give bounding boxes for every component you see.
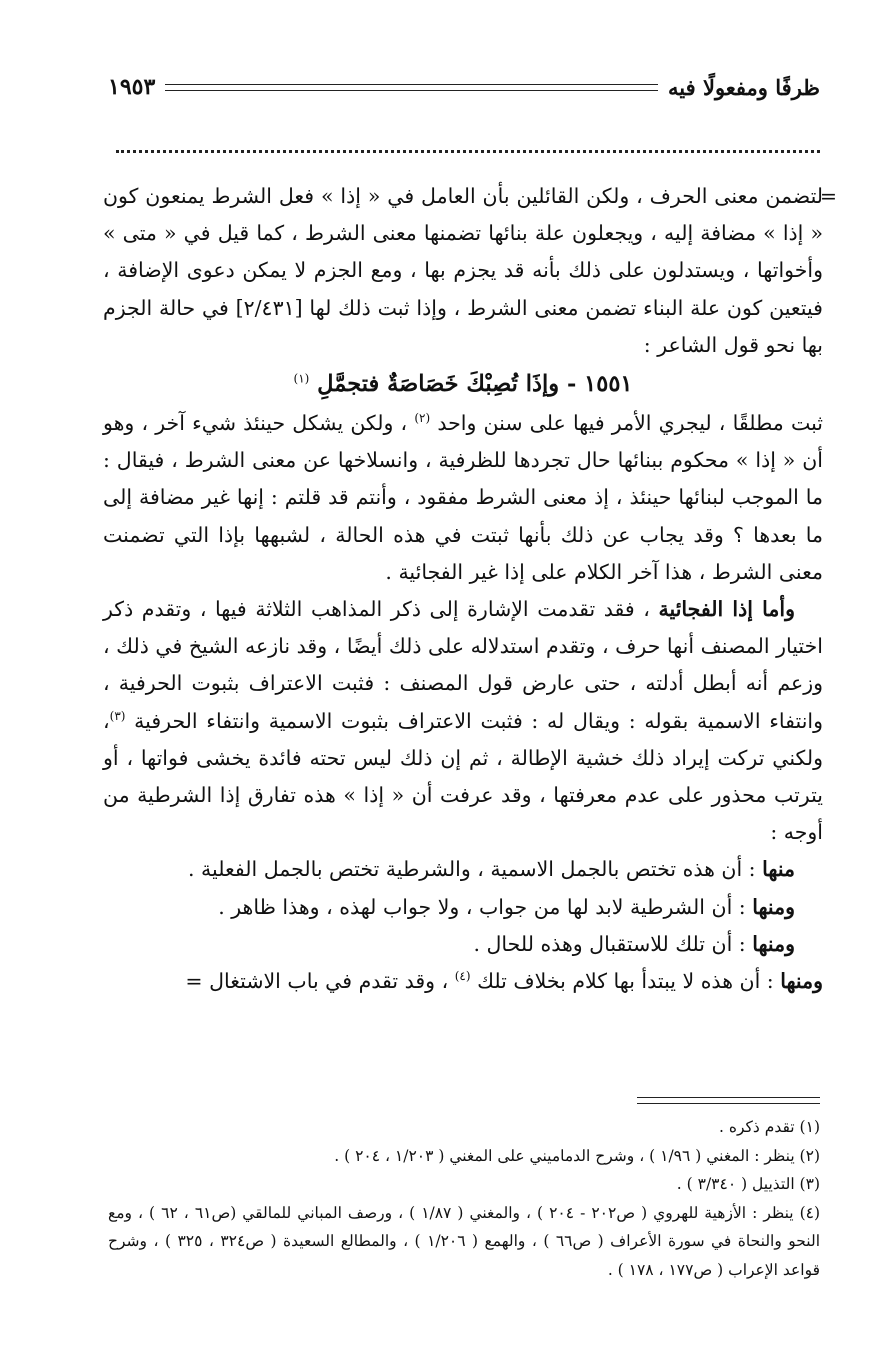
page-header — [108, 70, 820, 104]
paragraph — [103, 591, 823, 851]
page-number: ١٩٥٣ — [108, 74, 156, 100]
paragraph-text: ثبت مطلقًا ، ليجري الأمر فيها على سنن واحد — [437, 411, 823, 436]
paragraph-text: ، ولكني تركت إيراد ذلك خشية الإطالة ، ثم إن ذلك ليس تحته فائدة يخشى فواتها ، أو يترتب محذور على عدم معرفتها ، وقد عرفت أن « إذا » هذه تفارق إذا الشرطية من أوجه : — [103, 708, 823, 845]
verse-text: ١٥٥١ - وإذَا تُصِبْكَ خَصَاصَةٌ فتجمَّلِ — [317, 371, 633, 398]
footnote: (٣) التذييل ( ٣/٣٤٠ ) . — [676, 1175, 820, 1194]
paragraph-continuation — [103, 178, 837, 364]
paragraph-lead: وأما إذا الفجائية — [658, 597, 795, 622]
paragraph — [103, 405, 823, 591]
item-lead: ومنها — [752, 931, 795, 956]
paragraph-text: ، ولكن يشكل حينئذ شيء آخر ، وهو أن « إذا » محكوم ببنائها حال تجردها للظرفية ، وانسلاخها عن معنى الشرط ، فيقال : ما الموجب لبنائها حينئذ ، إذ معنى الشرط مفقود ، وأنتم قد قلتم : إنها غير مضافة إلى ما بعدها ؟ وقد يجاب عن ذلك بأنها ثبتت في هذه الحالة ، لشبهها بإذا التي تضمنت معنى الشرط ، هذا آخر الكلام على إذا غير الفجائية . — [103, 411, 823, 584]
dotted-separator — [116, 150, 820, 153]
item-lead: ومنها — [752, 894, 795, 919]
footnote-ref[interactable]: (٢) — [414, 411, 431, 426]
item-text: : أن تلك للاستقبال وهذه للحال . — [473, 931, 746, 956]
footnote: (٢) ينظر : المغني ( ١/٩٦ ) ، وشرح الدماميني على المغني ( ١/٢٠٣ ، ٢٠٤ ) . — [334, 1146, 820, 1165]
footnote: (٤) ينظر : الأزهية للهروي ( ص٢٠٢ - ٢٠٤ ) ، والمغني ( ١/٨٧ ) ، ورصف المباني للمالقي (ص٦١ ، ٦٢ ) ، ومع النحو والنحاة في سورة الأعراف ( ص٦٦ ) ، والهمع ( ١/٢٠٦ ) ، والمطالع السعيدة ( ص٣٢٤ ، ٣٢٥ ) ، وشرح قواعد الإعراب ( ص١٧٧ ، ١٧٨ ) . — [108, 1203, 821, 1279]
paragraph-text: لتضمن معنى الحرف ، ولكن القائلين بأن العامل في « إذا » فعل الشرط يمنعون كون « إذا » مضافة إليه ، ويجعلون علة بنائها تضمنها معنى الشرط ، كما قيل في « متى » وأخواتها ، ويستدلون على ذلك بأنه قد يجزم بها ، ومع الجزم لا يمكن دعوى الإضافة ، فيتعين كون علة البناء تضمن معنى الشرط ، وإذا ثبت ذلك لها [٢/٤٣١] في حالة الجزم بها نحو قول الشاعر : — [103, 184, 823, 357]
footnote-ref[interactable]: (٣) — [109, 708, 126, 723]
main-text — [103, 178, 837, 1000]
list-item — [103, 963, 823, 1000]
item-lead: منها — [762, 857, 795, 882]
paragraph-text: ، فقد تقدمت الإشارة إلى ذكر المذاهب الثلاثة فيها ، وتقدم ذكر اختيار المصنف أنها حرف ، وتقدم استدلاله على ذلك أيضًا ، وقد نازعه الشيخ في ذلك ، وزعم أنه أبطل أدلته ، حتى عارض قول المصنف : فثبت الاعتراف بثبوت الحرفية ، وانتفاء الاسمية بقوله : ويقال له : فثبت الاعتراف بثبوت الاسمية وانتفاء الحرفية — [103, 597, 823, 733]
list-item — [103, 926, 823, 963]
footnote: (١) تقدم ذكره . — [719, 1118, 820, 1136]
item-lead: ومنها — [780, 969, 823, 994]
item-text: : أن الشرطية لابد لها من جواب ، ولا جواب لهذه ، وهذا ظاهر . — [218, 894, 746, 919]
footnote-ref[interactable]: (١) — [293, 371, 310, 386]
continuation-marker: = — [819, 184, 837, 208]
item-text: : أن هذه لا يبتدأ بها كلام بخلاف تلك — [477, 969, 774, 994]
item-text: : أن هذه تختص بالجمل الاسمية ، والشرطية تختص بالجمل الفعلية . — [188, 857, 756, 882]
list-item — [103, 851, 823, 888]
verse-line — [103, 364, 823, 405]
footnote-ref[interactable]: (٤) — [454, 969, 471, 984]
list-item — [103, 889, 823, 926]
footnotes — [108, 1113, 820, 1285]
header-rule — [165, 84, 658, 91]
item-text: ، وقد تقدم في باب الاشتغال = — [185, 969, 449, 994]
running-title: ظرفًا ومفعولًا فيه — [668, 74, 820, 100]
footnote-rule — [637, 1097, 820, 1104]
